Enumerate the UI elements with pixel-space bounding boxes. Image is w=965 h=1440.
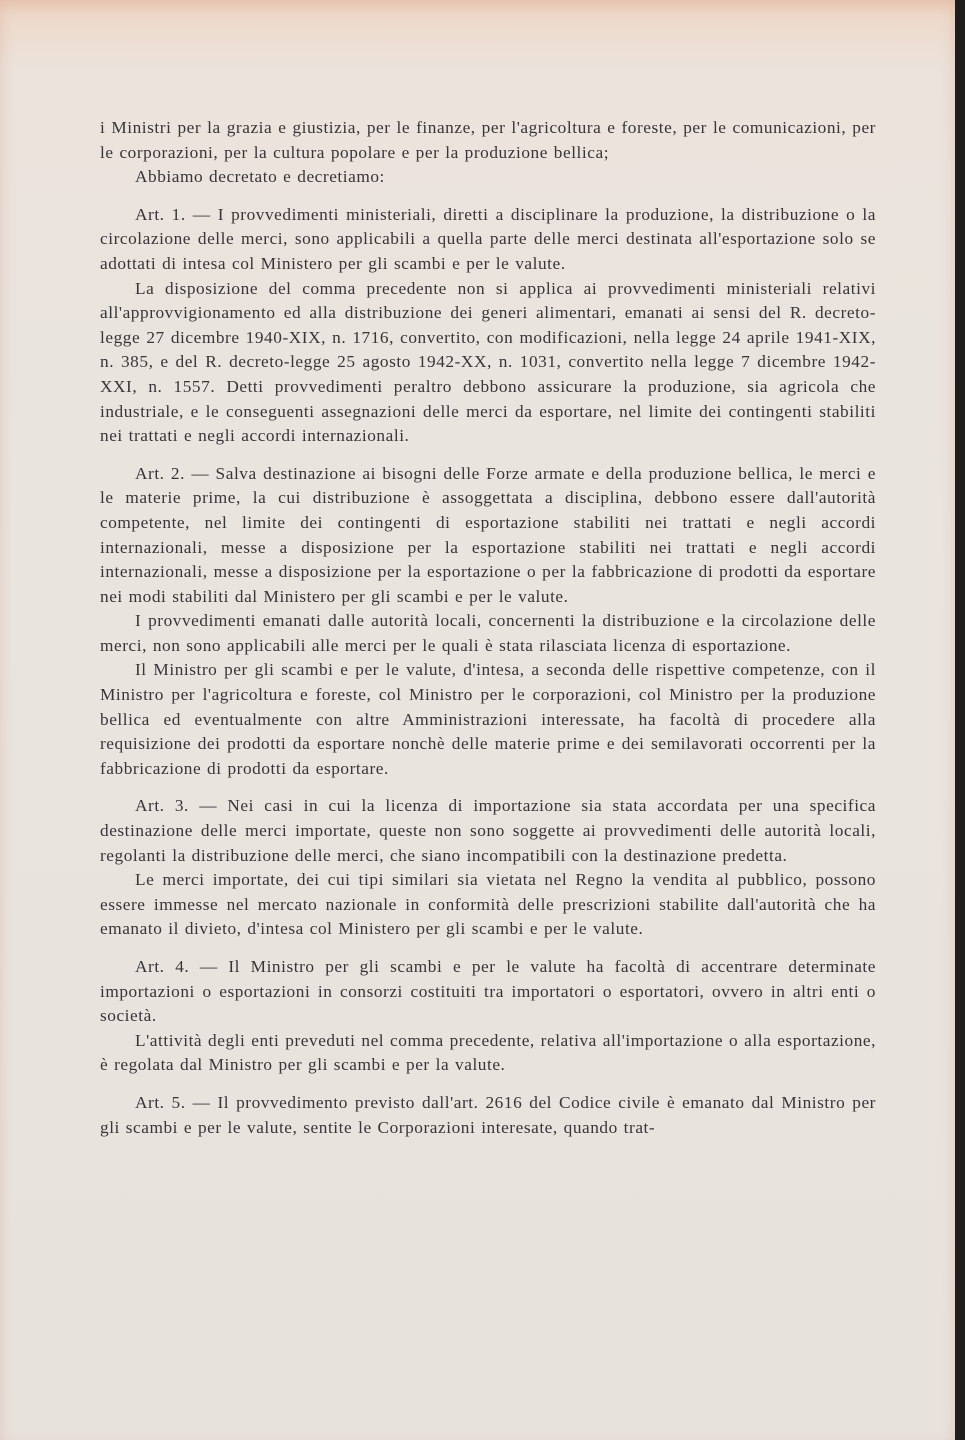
paragraph-art-3: Art. 3. — Nei casi in cui la licenza di importazione sia stata accordata per una specifica destinazione delle merci importate, queste non sono soggette ai provvedimenti delle autorità locali, regolanti la distribuzione delle merci, che siano incompatibili con la destinazione predetta. [100,796,876,865]
paragraph-art-3-comma-2: Le merci importate, dei cui tipi similari sia vietata nel Regno la vendita al pubblico, possono essere immesse nel mercato nazionale in conformità delle prescrizioni stabilite dall'autorità che ha emanato il divieto, d'intesa col Ministero per gli scambi e per le valute. [100,870,876,939]
paragraph-art-1-comma-2: La disposizione del comma precedente non si applica ai provvedimenti ministeriali relativi all'approvvigionamento ed alla distribuzione dei generi alimentari, emanati ai sensi del R. decreto-legge 27 dicembre 1940-XIX, n. 1716, convertito, con modificazioni, nella legge 24 aprile 1941-XIX, n. 385, e del R. decreto-legge 25 agosto 1942-XX, n. 1031, convertito nella legge 7 dicembre 1942-XXI, n. 1557. Detti provvedimenti peraltro debbono assicurare la produzione, sia agricola che industriale, e le conseguenti assegnazioni delle merci da esportare, nel limite dei contingenti stabiliti nei trattati e negli accordi internazionali. [100,278,876,446]
paragraph-art-2-comma-2: I provvedimenti emanati dalle autorità locali, concernenti la distribuzione e la circolazione delle merci, non sono applicabili alle merci per le quali è stata rilasciata licenza di esportazione. [100,611,876,655]
scan-edge [955,0,965,1440]
paragraph-art-5: Art. 5. — Il provvedimento previsto dall'art. 2616 del Codice civile è emanato dal Ministro per gli scambi e per le valute, sentite le Corporazioni interesate, quando trat- [100,1092,876,1137]
paragraph-art-4-comma-2: L'attività degli enti preveduti nel comma precedente, relativa all'importazione o alla esportazione, è regolata dal Ministro per gli scambi e per la valute. [100,1030,876,1075]
paragraph-enacting-formula: Abbiamo decretato e decretiamo: [135,167,385,187]
paragraph-art-1: Art. 1. — I provvedimenti ministeriali, diretti a disciplinare la produzione, la distribuzione o la circolazione delle merci, sono applicabili a quella parte delle merci destinata all'esportazione solo se adottati di intesa col Ministero per gli scambi e per le valute. [100,204,876,273]
paragraph-art-2: Art. 2. — Salva destinazione ai bisogni delle Forze armate e della produzione bellica, le merci e le materie prime, la cui distribuzione è assoggettata a disciplina, debbono essere dall'autorità competente, nel limite dei contingenti di esportazione stabiliti nei trattati e negli accordi internazionali, messe a disposizione per la esportazione stabiliti nei trattati e negli accordi internazionali, messe a disposizione per la esportazione o per la fabbricazione di prodotti da esportare nei modi stabiliti dal Ministero per gli scambi e per le valute. [100,463,876,606]
document-body [100,116,876,1140]
paragraph-art-2-comma-3: Il Ministro per gli scambi e per le valute, d'intesa, a seconda delle rispettive competenze, con il Ministro per l'agricoltura e foreste, col Ministro per le corporazioni, col Ministro per la produzione bellica ed eventualmente con altre Amministrazioni interessate, ha facoltà di procedere alla requisizione dei prodotti da esportare nonchè delle materie prime e dei semilavorati occorrenti per la fabbricazione di prodotti da esportare. [100,660,876,778]
paragraph-ministers-list: i Ministri per la grazia e giustizia, per le finanze, per l'agricoltura e foreste, per le comunicazioni, per le corporazioni, per la cultura popolare e per la produzione bellica; [100,118,876,162]
paragraph-art-4: Art. 4. — Il Ministro per gli scambi e per le valute ha facoltà di accentrare determinate importazioni o esportazioni in consorzi costituiti tra importatori o esportatori, ovvero in altri enti o società. [100,957,876,1026]
